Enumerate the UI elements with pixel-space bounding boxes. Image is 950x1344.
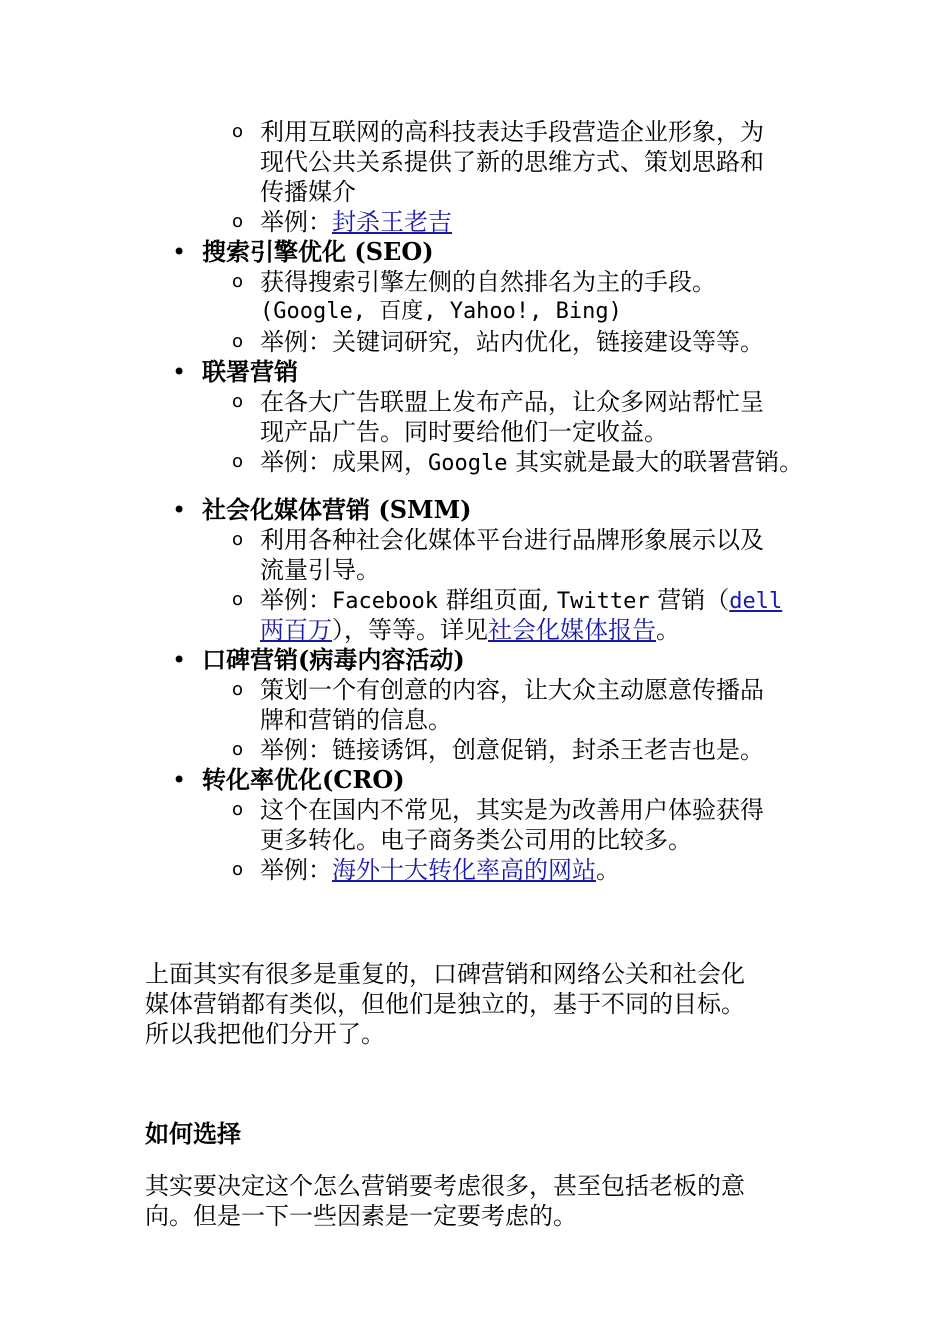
sub-bullet-marker: o <box>232 739 244 760</box>
cro-desc-line-2: 更多转化。电子商务类公司用的比较多。 <box>260 826 692 854</box>
sub-bullet-marker: o <box>232 859 244 880</box>
affiliate-example-suffix: 其实就是最大的联署营销。 <box>507 448 804 476</box>
smm-example-mid2: 营销（ <box>649 586 730 614</box>
wom-desc-line-2: 牌和营销的信息。 <box>260 706 452 734</box>
paragraph1-line-3: 所以我把他们分开了。 <box>145 1020 385 1048</box>
seo-example: 举例：关键词研究，站内优化，链接建设等等。 <box>260 328 764 356</box>
bullet-marker: • <box>172 358 187 386</box>
smm-example-prefix: 举例： <box>260 586 332 614</box>
paragraph1-line-1: 上面其实有很多是重复的，口碑营销和网络公关和社会化 <box>145 960 745 988</box>
wom-example: 举例：链接诱饵，创意促销，封杀王老吉也是。 <box>260 736 764 764</box>
cro-example <box>260 855 620 885</box>
smm-desc-line-1: 利用各种社会化媒体平台进行品牌形象展示以及 <box>260 526 764 554</box>
seo-desc-line-2: (Google, 百度, Yahoo!, Bing) <box>260 299 622 324</box>
cro-desc-line-1: 这个在国内不常见，其实是为改善用户体验获得 <box>260 796 764 824</box>
smm-example-facebook: Facebook <box>332 589 438 614</box>
sub-bullet-marker: o <box>232 121 244 142</box>
sub-bullet-marker: o <box>232 451 244 472</box>
pr-desc-line-2: 现代公共关系提供了新的思维方式、策划思路和 <box>260 148 764 176</box>
pr-desc-line-3: 传播媒介 <box>260 178 356 206</box>
affiliate-example-google: Google <box>428 451 508 476</box>
pr-example-link[interactable]: 封杀王老吉 <box>332 208 452 236</box>
sub-bullet-marker: o <box>232 589 244 610</box>
bullet-marker: • <box>172 646 187 674</box>
sub-bullet-marker: o <box>232 391 244 412</box>
affiliate-example <box>260 447 803 479</box>
smm-dell-link[interactable]: dell <box>729 589 783 614</box>
paragraph2-line-1: 其实要决定这个怎么营销要考虑很多，甚至包括老板的意 <box>145 1172 745 1200</box>
wom-heading: 口碑营销(病毒内容活动) <box>202 645 465 674</box>
pr-desc-line-1: 利用互联网的高科技表达手段营造企业形象，为 <box>260 118 764 146</box>
wom-desc-line-1: 策划一个有创意的内容，让大众主动愿意传播品 <box>260 676 764 704</box>
paragraph1-line-2: 媒体营销都有类似，但他们是独立的，基于不同的目标。 <box>145 990 745 1018</box>
cro-example-link[interactable]: 海外十大转化率高的网站 <box>332 856 596 884</box>
sub-bullet-marker: o <box>232 331 244 352</box>
smm-report-link[interactable]: 社会化媒体报告 <box>488 616 656 644</box>
affiliate-heading: 联署营销 <box>202 357 298 386</box>
sub-bullet-marker: o <box>232 271 244 292</box>
smm-example-line-1 <box>260 585 782 617</box>
smm-desc-line-2: 流量引导。 <box>260 556 380 584</box>
affiliate-desc-line-1: 在各大广告联盟上发布产品，让众多网站帮忙呈 <box>260 388 764 416</box>
section-heading: 如何选择 <box>145 1119 241 1148</box>
bullet-marker: • <box>172 238 187 266</box>
sub-bullet-marker: o <box>232 679 244 700</box>
seo-desc-line-1: 获得搜索引擎左侧的自然排名为主的手段。 <box>260 268 716 296</box>
smm-dell-link-cont[interactable]: 两百万 <box>260 616 332 644</box>
smm-example-line-2 <box>260 615 680 645</box>
sub-bullet-marker: o <box>232 529 244 550</box>
cro-example-end: 。 <box>596 856 620 884</box>
paragraph2-line-2: 向。但是一下一些因素是一定要考虑的。 <box>145 1202 577 1230</box>
smm-example-end: 。 <box>656 616 680 644</box>
smm-example-twitter: Twitter <box>556 589 650 614</box>
seo-heading: 搜索引擎优化 (SEO) <box>202 237 434 266</box>
smm-example-mid1: 群组页面, <box>437 586 557 614</box>
affiliate-example-prefix: 举例：成果网， <box>260 448 428 476</box>
cro-heading: 转化率优化(CRO) <box>202 765 405 794</box>
affiliate-desc-line-2: 现产品广告。同时要给他们一定收益。 <box>260 418 668 446</box>
cro-example-prefix: 举例： <box>260 856 332 884</box>
sub-bullet-marker: o <box>232 799 244 820</box>
sub-bullet-marker: o <box>232 211 244 232</box>
pr-example <box>260 207 452 237</box>
bullet-marker: • <box>172 766 187 794</box>
pr-example-prefix: 举例： <box>260 208 332 236</box>
bullet-marker: • <box>172 496 187 524</box>
smm-heading: 社会化媒体营销 (SMM) <box>202 495 472 524</box>
smm-example-mid3: ），等等。详见 <box>332 616 488 644</box>
